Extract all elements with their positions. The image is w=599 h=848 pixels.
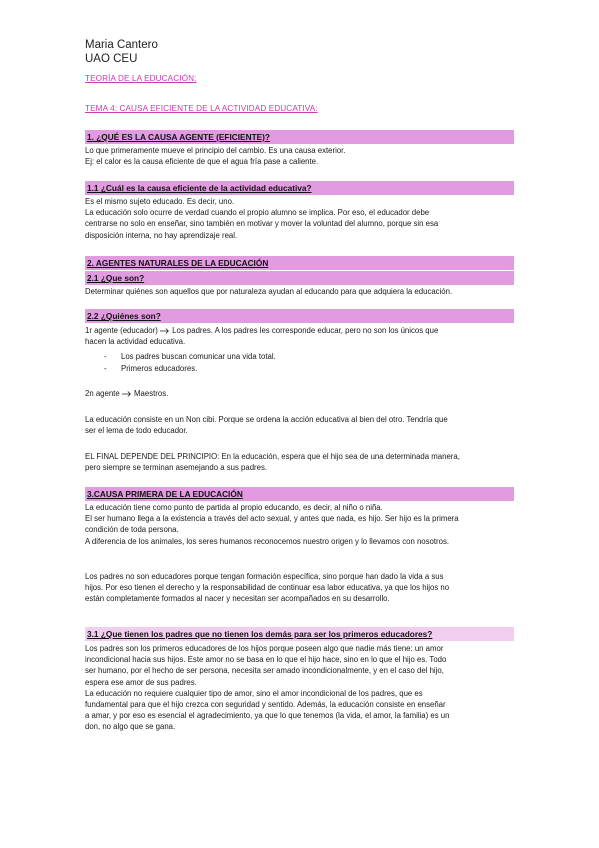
text-line: La educación tiene como punto de partida al propio educando, es decir, al niño o niña. [85, 503, 383, 512]
right-arrow-icon [122, 390, 132, 398]
text-line: A diferencia de los animales, los seres humanos reconocemos nuestro origen y lo llevamos con nosotros. [85, 536, 450, 546]
section-1-1-heading: 1.1 ¿Cuál es la causa eficiente de la actividad educativa? [85, 181, 514, 195]
text-line: a amar, y por eso es esencial el agradecimiento, ya que lo que tenemos (la vida, el amor, la familia) es un [85, 711, 450, 721]
bullet-dash: - [104, 352, 107, 361]
text-line: fundamental para que el hijo crezca con seguridad y sentido. Además, la educación consiste en enseñar [85, 700, 446, 710]
author-name: Maria Cantero [85, 39, 158, 51]
list-item-text: Los padres buscan comunicar una vida total. [121, 352, 276, 361]
text-line: disposición interna, no hay aprendizaje real. [85, 230, 238, 240]
list-item [0, 363, 599, 375]
agent-2-prefix: 2n agente [85, 389, 120, 398]
text-line: ser humano, por el hecho de ser persona, necesita ser amado incondicionalmente, y en el caso del hijo, [85, 666, 444, 676]
section-3-paragraph-2 [85, 571, 514, 605]
text-line: hijos. Por eso tienen el derecho y la responsabilidad de continuar esa labor educativa, ya que los hijos no [85, 583, 450, 593]
text-line: La educación no requiere cualquier tipo de amor, sino el amor incondicional de los padres, que es [85, 688, 423, 698]
text-line: condición de toda persona. [85, 525, 179, 535]
section-2-1-body [85, 286, 514, 297]
section-1-body [85, 145, 514, 167]
text-line: La educación consiste en un Non cibi. Porque se ordena la acción educativa al bien del otro. Tendría que [85, 415, 448, 424]
text-line: Determinar quiénes son aquellos que por naturaleza ayudan al educando para que adquiera la educación. [85, 287, 453, 296]
second-agent-paragraph [85, 388, 514, 399]
section-3-1-heading: 3.1 ¿Que tienen los padres que no tienen los demás para ser los primeros educadores? [85, 627, 514, 641]
text-line: El ser humano llega a la existencia a través del acto sexual, y antes que nada, es hijo. Ser hijo es la primera [85, 514, 459, 524]
subject-title: TEORÍA DE LA EDUCACIÓN: [85, 74, 197, 83]
agent-1-prefix: 1r agente (educador) [85, 326, 158, 335]
non-cibi-paragraph [85, 414, 514, 436]
section-3-1-body [85, 643, 514, 733]
text-line: pero siempre se terminan asemejando a sus padres. [85, 463, 268, 473]
text-line: espera ese amor de sus padres. [85, 677, 197, 687]
institution-name: UAO CEU [85, 53, 138, 65]
section-2-2-heading: 2.2 ¿Quiénes son? [85, 309, 514, 323]
text-line: EL FINAL DEPENDE DEL PRINCIPIO: En la educación, espera que el hijo sea de una determinada manera, [85, 452, 460, 461]
text-line: Los padres son los primeros educadores de los hijos porque poseen algo que nadie más tiene: un amor [85, 644, 444, 653]
text-line: incondicional hacia sus hijos. Este amor no se basa en lo que el hijo hace, sino en lo que el hijo es. Todo [85, 655, 447, 665]
text-line [85, 388, 514, 399]
text-line: don, no algo que se gana. [85, 722, 176, 732]
text-line: están completamente formados al nacer y necesitan ser acompañados en su desarrollo. [85, 594, 390, 604]
section-1-1-body [85, 196, 514, 241]
text-line: Ej: el calor es la causa eficiente de que el agua fría pase a caliente. [85, 157, 319, 167]
text-line: ser el lema de todo educador. [85, 426, 188, 436]
text-line [85, 325, 514, 336]
list-item-text: Primeros educadores. [121, 364, 198, 373]
text-line: La educación solo ocurre de verdad cuando el propio alumno se implica. Por eso, el educador debe [85, 208, 430, 218]
agent-1-text: Los padres. A los padres les corresponde educar, pero no son los únicos que [172, 326, 439, 335]
section-2-1-heading: 2.1 ¿Que son? [85, 271, 514, 285]
section-2-heading: 2. AGENTES NATURALES DE LA EDUCACIÓN [85, 256, 514, 270]
text-line: hacen la actividad educativa. [85, 337, 186, 347]
final-principio-paragraph [85, 451, 514, 473]
section-3-body [85, 502, 514, 547]
bullet-dash: - [104, 364, 107, 373]
text-line: Los padres no son educadores porque tengan formación específica, sino porque han dado la vida a sus [85, 572, 444, 581]
text-line: centrarse no solo en enseñar, sino también en motivar y mover la voluntad del alumno, porque sin esa [85, 219, 439, 229]
text-line: Lo que primeramente mueve el principio del cambio. Es una causa exterior. [85, 146, 346, 155]
section-1-heading: 1. ¿QUÉ ES LA CAUSA AGENTE (EFICIENTE)? [85, 130, 514, 144]
text-line: Es el mismo sujeto educado. Es decir, uno. [85, 197, 235, 206]
section-3-heading: 3.CAUSA PRIMERA DE LA EDUCACIÓN [85, 487, 514, 501]
first-agent-paragraph [85, 325, 514, 347]
agent-2-text: Maestros. [134, 389, 169, 398]
topic-title: TEMA 4: CAUSA EFICIENTE DE LA ACTIVIDAD EDUCATIVA: [85, 104, 318, 113]
list-item [0, 351, 599, 363]
right-arrow-icon [160, 327, 170, 335]
